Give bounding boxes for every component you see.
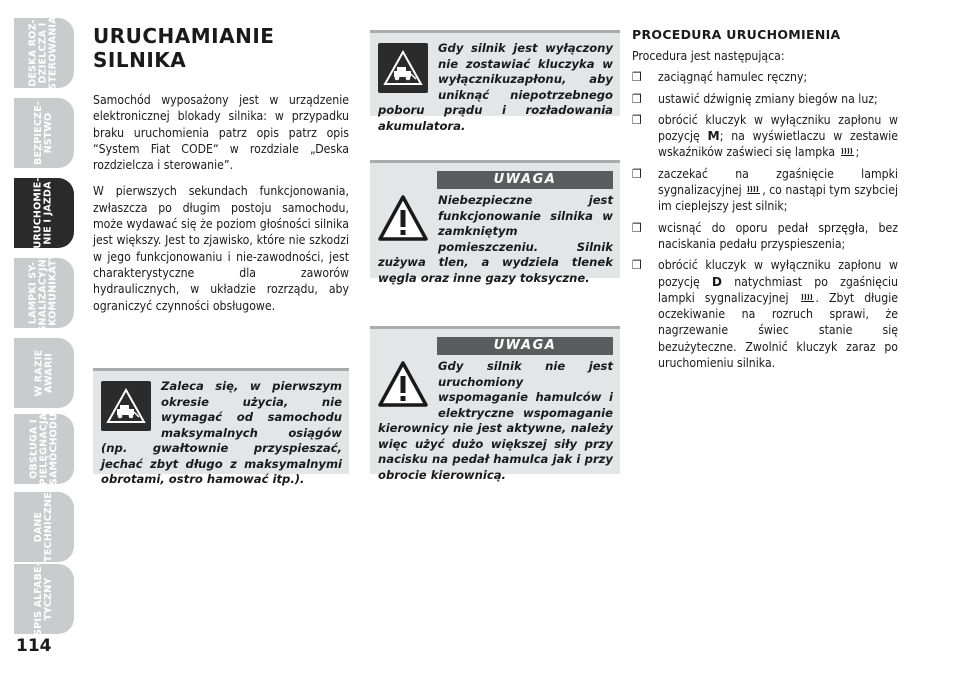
list-item: ❒ wcisnąć do oporu pedał sprzęgła, bez naciskania pedału przyspieszenia; — [632, 220, 898, 251]
tab-obsluga-i-pielegnacja[interactable] — [14, 414, 74, 484]
column-1 — [93, 24, 349, 314]
procedure-steps — [632, 69, 898, 371]
paragraph-engine-noise: W pierwszych sekundach funkcjonowania, zwłaszcza po długim postoju samochodu, może wydawać się że poziom głośności silnika jest większy. Jest to zjawisko, które nie szkodzi w jego funkcjonowaniu i nie-zawodności, jest charakterystyczne dla zaworów hydraulicznych, w układzie rozrządu, aby ograniczyć czynności obsługowe. — [93, 184, 349, 313]
tab-uruchomienie-i-jazda[interactable] — [14, 178, 74, 248]
tab-label: LAMPKI SY- GNALIZACYJNE I KOMUNIKATY — [28, 252, 59, 334]
warning-triangle-icon — [378, 361, 428, 407]
glow-plug-icon — [800, 292, 815, 303]
warning-title: UWAGA — [437, 337, 613, 355]
car-tow-icon — [101, 381, 151, 431]
tab-lampki-sygnalizacyjne[interactable] — [14, 252, 74, 334]
paragraph-immobilizer: Samochód wyposażony jest w urządzenie elektronicznej blokady silnika: w przypadku braku uruchomienia patrz opis patrz opis “System Fiat CODE“ w rozdziale „Deska rozdzielcza i sterowanie”. — [93, 93, 349, 173]
warning-box-brake-assist — [370, 326, 620, 482]
section-heading: URUCHAMIANIE SILNIKA — [93, 24, 275, 72]
warning-triangle-icon — [378, 195, 428, 241]
list-item: ❒ obrócić kluczyk w wyłączniku zapłonu w pozycję D natychmiast po zgaśnięciu lampki sygnalizacyjnej . Zbyt długie oczekiwanie na rozruch sprawi, że nagrzewanie świec stanie się bezużyteczne. Zwolnić kluczyk zaraz po uruchomieniu silnika. — [632, 258, 899, 371]
key-position: M — [707, 129, 720, 144]
checkbox-bullet-icon: ❒ — [632, 166, 642, 181]
note-text: Gdy silnik jest wyłączony nie zostawiać kluczyka w wyłącznikuzapłonu, aby uniknąć niepotrzebnego poboru prądu i rozładowania akumulatora. — [378, 41, 613, 133]
tab-dane-techniczne[interactable] — [14, 492, 74, 562]
tab-bezpieczenstwo[interactable] — [14, 98, 74, 168]
checkbox-bullet-icon: ❒ — [632, 91, 642, 106]
list-item: ❒ zaciągnąć hamulec ręczny; — [632, 70, 808, 85]
warning-box-closed-room — [370, 160, 620, 285]
tab-w-razie-awarii[interactable] — [14, 338, 74, 408]
note-box-ignition-key — [370, 30, 620, 133]
tab-label: DANE TECHNICZNE — [33, 492, 54, 562]
tab-spis-alfabetyczny[interactable] — [14, 564, 74, 634]
procedure-intro: Procedura jest następująca: — [632, 49, 785, 63]
checkbox-bullet-icon: ❒ — [632, 112, 642, 127]
warning-text: Gdy silnik nie jest uruchomiony wspomaganie hamulców i elektryczne wspomaganie kierownicy nie jest aktywne, należy więc użyć dużo większej siły przy nacisku na pedał hamulca jak i przy obrocie kierownicą. — [378, 359, 613, 482]
warning-text: Niebezpieczne jest funkcjonowanie silnika w zamkniętym pomieszczeniu. Silnik zużywa tlen, a wydziela tlenek węgla oraz inne gazy toksyczne. — [378, 193, 613, 285]
car-tow-icon — [378, 43, 428, 93]
warning-title: UWAGA — [437, 171, 613, 189]
glow-plug-icon — [746, 184, 761, 195]
tab-label: OBSŁUGA I PIELĘGNACJA SAMOCHODU — [28, 412, 60, 486]
glow-plug-icon — [840, 146, 855, 157]
list-item: ❒ obrócić kluczyk w wyłączniku zapłonu w pozycję M; na wyświetlaczu w zestawie wskaźników zaświeci się lampka ; — [632, 112, 898, 160]
page-number: 114 — [16, 636, 52, 656]
list-item: ❒ zaczekać na zgaśnięcie lampki sygnalizacyjnej , co nastąpi tym szybciej im cieplejszy jest silnik; — [632, 166, 898, 214]
checkbox-bullet-icon: ❒ — [632, 220, 642, 235]
column-3 — [632, 26, 898, 376]
checkbox-bullet-icon: ❒ — [632, 258, 642, 273]
tab-label: DESKA ROZ- DZIELCZA I STEROWANIA — [28, 16, 60, 90]
note-box-break-in — [93, 368, 349, 486]
tab-label: SPIS ALFABE- TYCZNY — [33, 562, 55, 636]
tab-deska-rozdzielcza[interactable] — [14, 18, 74, 88]
tab-label: URUCHOMIE- NIE I JAZDA — [33, 177, 55, 249]
list-item: ❒ ustawić dźwignię zmiany biegów na luz; — [632, 91, 878, 106]
tab-label: BEZPIECZE- ŃSTWO — [33, 101, 54, 165]
procedure-heading: PROCEDURA URUCHOMIENIA — [632, 27, 841, 42]
tab-label: W RAZIE AWARII — [33, 349, 54, 397]
note-text: Zaleca się, w pierwszym okresie użycia, nie wymagać od samochodu maksymalnych osiągów (np. gwałtownie przyspieszać, jechać zbyt długo z maksymalnymi obrotami, ostro hamować itp.). — [101, 379, 342, 486]
checkbox-bullet-icon: ❒ — [632, 70, 642, 85]
key-position: D — [711, 274, 723, 289]
